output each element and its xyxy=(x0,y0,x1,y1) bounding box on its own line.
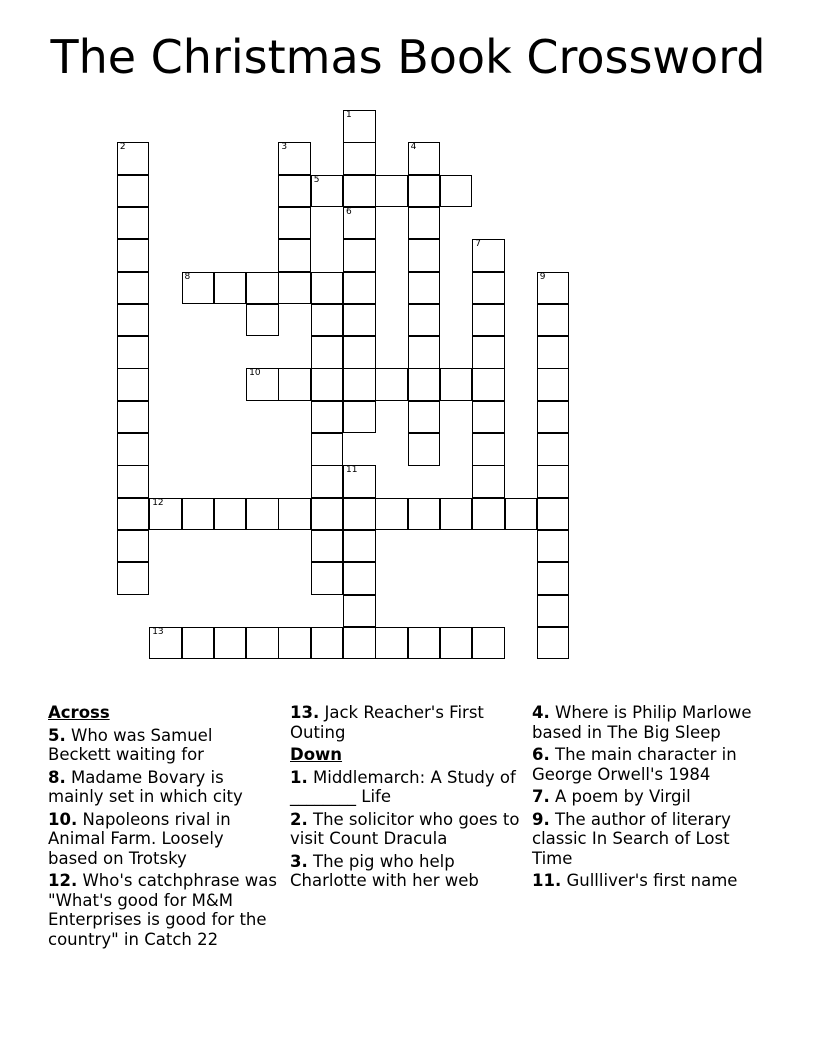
grid-cell[interactable] xyxy=(472,433,505,466)
grid-cell[interactable] xyxy=(214,498,247,531)
grid-cell[interactable] xyxy=(343,465,376,498)
grid-cell[interactable] xyxy=(278,175,311,208)
clue-number-label: 13 xyxy=(152,626,164,637)
grid-cell[interactable] xyxy=(149,627,182,660)
grid-cell[interactable] xyxy=(537,336,570,369)
clue-number-label: 4 xyxy=(410,142,417,153)
grid-cell[interactable] xyxy=(472,272,505,305)
grid-cell[interactable] xyxy=(440,368,473,401)
clue-text: Napoleons rival in Animal Farm. Loosely based on Trotsky xyxy=(48,809,231,868)
grid-cell[interactable] xyxy=(537,627,570,660)
clues-column-2 xyxy=(290,703,520,894)
grid-cell[interactable] xyxy=(537,465,570,498)
clue-number-label: 9 xyxy=(539,271,546,282)
grid-cell[interactable] xyxy=(440,175,473,208)
grid-cell[interactable] xyxy=(408,207,441,240)
grid-cell[interactable] xyxy=(311,272,344,305)
grid-cell[interactable] xyxy=(311,175,344,208)
clue-number: 6. xyxy=(532,745,550,764)
grid-cell[interactable] xyxy=(117,562,150,595)
clue-down-11 xyxy=(532,871,772,891)
grid-cell[interactable] xyxy=(537,272,570,305)
grid-cell[interactable] xyxy=(311,627,344,660)
grid-cell[interactable] xyxy=(343,368,376,401)
grid-cell[interactable] xyxy=(246,368,279,401)
grid-cell[interactable] xyxy=(117,498,150,531)
grid-cell[interactable] xyxy=(117,207,150,240)
grid-cell[interactable] xyxy=(278,627,311,660)
grid-cell[interactable] xyxy=(182,272,215,305)
grid-cell[interactable] xyxy=(343,401,376,434)
clues-column-1 xyxy=(48,703,278,952)
grid-cell[interactable] xyxy=(537,595,570,628)
clue-number-label: 3 xyxy=(281,142,288,153)
clue-across-8 xyxy=(48,768,278,807)
grid-cell[interactable] xyxy=(505,498,538,531)
grid-cell[interactable] xyxy=(343,627,376,660)
clue-number: 10. xyxy=(48,809,78,829)
grid-cell[interactable] xyxy=(408,627,441,660)
grid-cell[interactable] xyxy=(117,465,150,498)
clue-number-label: 10 xyxy=(249,368,261,379)
grid-cell[interactable] xyxy=(472,368,505,401)
grid-cell[interactable] xyxy=(408,498,441,531)
clue-text: Who's catchphrase was "What's good for M&M Enterprises is good for the country" in Catch 22 xyxy=(48,871,277,949)
grid-cell[interactable] xyxy=(408,239,441,272)
grid-cell[interactable] xyxy=(408,336,441,369)
grid-cell[interactable] xyxy=(343,498,376,531)
grid-cell[interactable] xyxy=(343,175,376,208)
clue-down-6 xyxy=(532,745,772,784)
grid-cell[interactable] xyxy=(311,401,344,434)
grid-cell[interactable] xyxy=(375,368,408,401)
clue-number: 4. xyxy=(532,703,550,722)
grid-cell[interactable] xyxy=(149,498,182,531)
clue-number-label: 1 xyxy=(346,110,352,120)
grid-cell[interactable] xyxy=(343,272,376,305)
grid-cell[interactable] xyxy=(278,368,311,401)
grid-cell[interactable] xyxy=(537,530,570,563)
across-heading: Across xyxy=(48,703,110,722)
down-heading: Down xyxy=(290,745,343,764)
clue-text: Who was Samuel Beckett waiting for xyxy=(48,725,213,764)
grid-cell[interactable] xyxy=(311,304,344,337)
clue-number-label: 12 xyxy=(152,497,164,508)
grid-cell[interactable] xyxy=(408,272,441,305)
clue-number: 1. xyxy=(290,767,308,787)
grid-cell[interactable] xyxy=(311,465,344,498)
grid-cell[interactable] xyxy=(311,368,344,401)
grid-cell[interactable] xyxy=(214,627,247,660)
grid-cell[interactable] xyxy=(440,627,473,660)
grid-cell[interactable] xyxy=(472,401,505,434)
grid-cell[interactable] xyxy=(343,530,376,563)
grid-cell[interactable] xyxy=(117,433,150,466)
grid-cell[interactable] xyxy=(117,272,150,305)
grid-cell[interactable] xyxy=(408,433,441,466)
grid-cell[interactable] xyxy=(182,498,215,531)
clue-text: A poem by Virgil xyxy=(555,787,691,806)
clue-number-label: 5 xyxy=(313,174,320,185)
grid-cell[interactable] xyxy=(537,433,570,466)
clue-number-label: 6 xyxy=(346,206,352,217)
grid-cell[interactable] xyxy=(537,401,570,434)
grid-cell[interactable] xyxy=(117,175,150,208)
grid-cell[interactable] xyxy=(117,530,150,563)
grid-cell[interactable] xyxy=(246,498,279,531)
clue-text: The solicitor who goes to visit Count Dracula xyxy=(290,809,520,848)
clue-text: Middlemarch: A Study of ________ Life xyxy=(290,767,516,806)
grid-cell[interactable] xyxy=(408,368,441,401)
clue-text: Madame Bovary is mainly set in which city xyxy=(48,767,243,806)
clue-number-label: 7 xyxy=(475,239,481,250)
clue-down-4 xyxy=(532,703,772,742)
grid-cell[interactable] xyxy=(343,304,376,337)
grid-cell[interactable] xyxy=(311,562,344,595)
clue-across-13 xyxy=(290,703,520,742)
grid-cell[interactable] xyxy=(214,272,247,305)
grid-cell[interactable] xyxy=(343,336,376,369)
clue-text: Where is Philip Marlowe based in The Big Sleep xyxy=(532,703,752,742)
grid-cell[interactable] xyxy=(182,627,215,660)
grid-cell[interactable] xyxy=(311,530,344,563)
grid-cell[interactable] xyxy=(408,175,441,208)
grid-cell[interactable] xyxy=(278,239,311,272)
clue-text: The author of literary classic In Search of Lost Time xyxy=(532,809,731,868)
clue-across-5 xyxy=(48,726,278,765)
grid-cell[interactable] xyxy=(537,498,570,531)
clue-text: Jack Reacher's First Outing xyxy=(290,703,484,742)
clue-number-label: 11 xyxy=(346,465,358,476)
grid-cell[interactable] xyxy=(472,336,505,369)
clue-across-10 xyxy=(48,810,278,869)
grid-cell[interactable] xyxy=(117,142,150,175)
clue-number-label: 8 xyxy=(184,271,191,282)
grid-cell[interactable] xyxy=(117,239,150,272)
grid-cell[interactable] xyxy=(472,239,505,272)
clue-number-label: 2 xyxy=(119,142,126,153)
grid-cell[interactable] xyxy=(278,272,311,305)
grid-cell[interactable] xyxy=(278,498,311,531)
clue-down-1 xyxy=(290,768,520,807)
grid-cell[interactable] xyxy=(117,401,150,434)
clue-down-7 xyxy=(532,787,772,807)
grid-cell[interactable] xyxy=(117,336,150,369)
clue-number: 2. xyxy=(290,809,308,829)
clue-across-12 xyxy=(48,871,278,949)
grid-cell[interactable] xyxy=(408,304,441,337)
grid-cell[interactable] xyxy=(375,498,408,531)
grid-cell[interactable] xyxy=(311,433,344,466)
clue-number: 9. xyxy=(532,809,550,829)
grid-cell[interactable] xyxy=(472,465,505,498)
grid-cell[interactable] xyxy=(375,627,408,660)
grid-cell[interactable] xyxy=(343,562,376,595)
grid-cell[interactable] xyxy=(472,627,505,660)
clue-text: Gullliver's first name xyxy=(566,871,738,890)
grid-cell[interactable] xyxy=(472,304,505,337)
page-title: The Christmas Book Crossword xyxy=(50,30,766,84)
grid-cell[interactable] xyxy=(311,336,344,369)
clue-text: The main character in George Orwell's 1984 xyxy=(532,745,737,784)
grid-cell[interactable] xyxy=(375,175,408,208)
clue-down-3 xyxy=(290,852,520,891)
grid-cell[interactable] xyxy=(537,368,570,401)
grid-cell[interactable] xyxy=(343,207,376,240)
grid-cell[interactable] xyxy=(343,142,376,175)
grid-cell[interactable] xyxy=(343,595,376,628)
grid-cell[interactable] xyxy=(472,498,505,531)
clue-number: 11. xyxy=(532,871,562,890)
clue-number: 3. xyxy=(290,851,308,871)
grid-cell[interactable] xyxy=(343,110,376,143)
grid-cell[interactable] xyxy=(408,401,441,434)
clue-down-2 xyxy=(290,810,520,849)
grid-cell[interactable] xyxy=(246,627,279,660)
clue-number: 8. xyxy=(48,767,66,787)
grid-cell[interactable] xyxy=(246,304,279,337)
clue-down-9 xyxy=(532,810,772,869)
grid-cell[interactable] xyxy=(537,562,570,595)
clues-column-3 xyxy=(532,703,772,894)
grid-cell[interactable] xyxy=(343,239,376,272)
grid-cell[interactable] xyxy=(440,498,473,531)
grid-cell[interactable] xyxy=(537,304,570,337)
grid-cell[interactable] xyxy=(278,207,311,240)
grid-cell[interactable] xyxy=(117,304,150,337)
clue-number: 13. xyxy=(290,703,320,722)
clue-number: 7. xyxy=(532,787,550,806)
grid-cell[interactable] xyxy=(278,142,311,175)
clue-text: The pig who help Charlotte with her web xyxy=(290,851,479,890)
grid-cell[interactable] xyxy=(117,368,150,401)
clue-number: 5. xyxy=(48,725,66,745)
clue-number: 12. xyxy=(48,871,78,890)
grid-cell[interactable] xyxy=(408,142,441,175)
grid-cell[interactable] xyxy=(311,498,344,531)
grid-cell[interactable] xyxy=(246,272,279,305)
